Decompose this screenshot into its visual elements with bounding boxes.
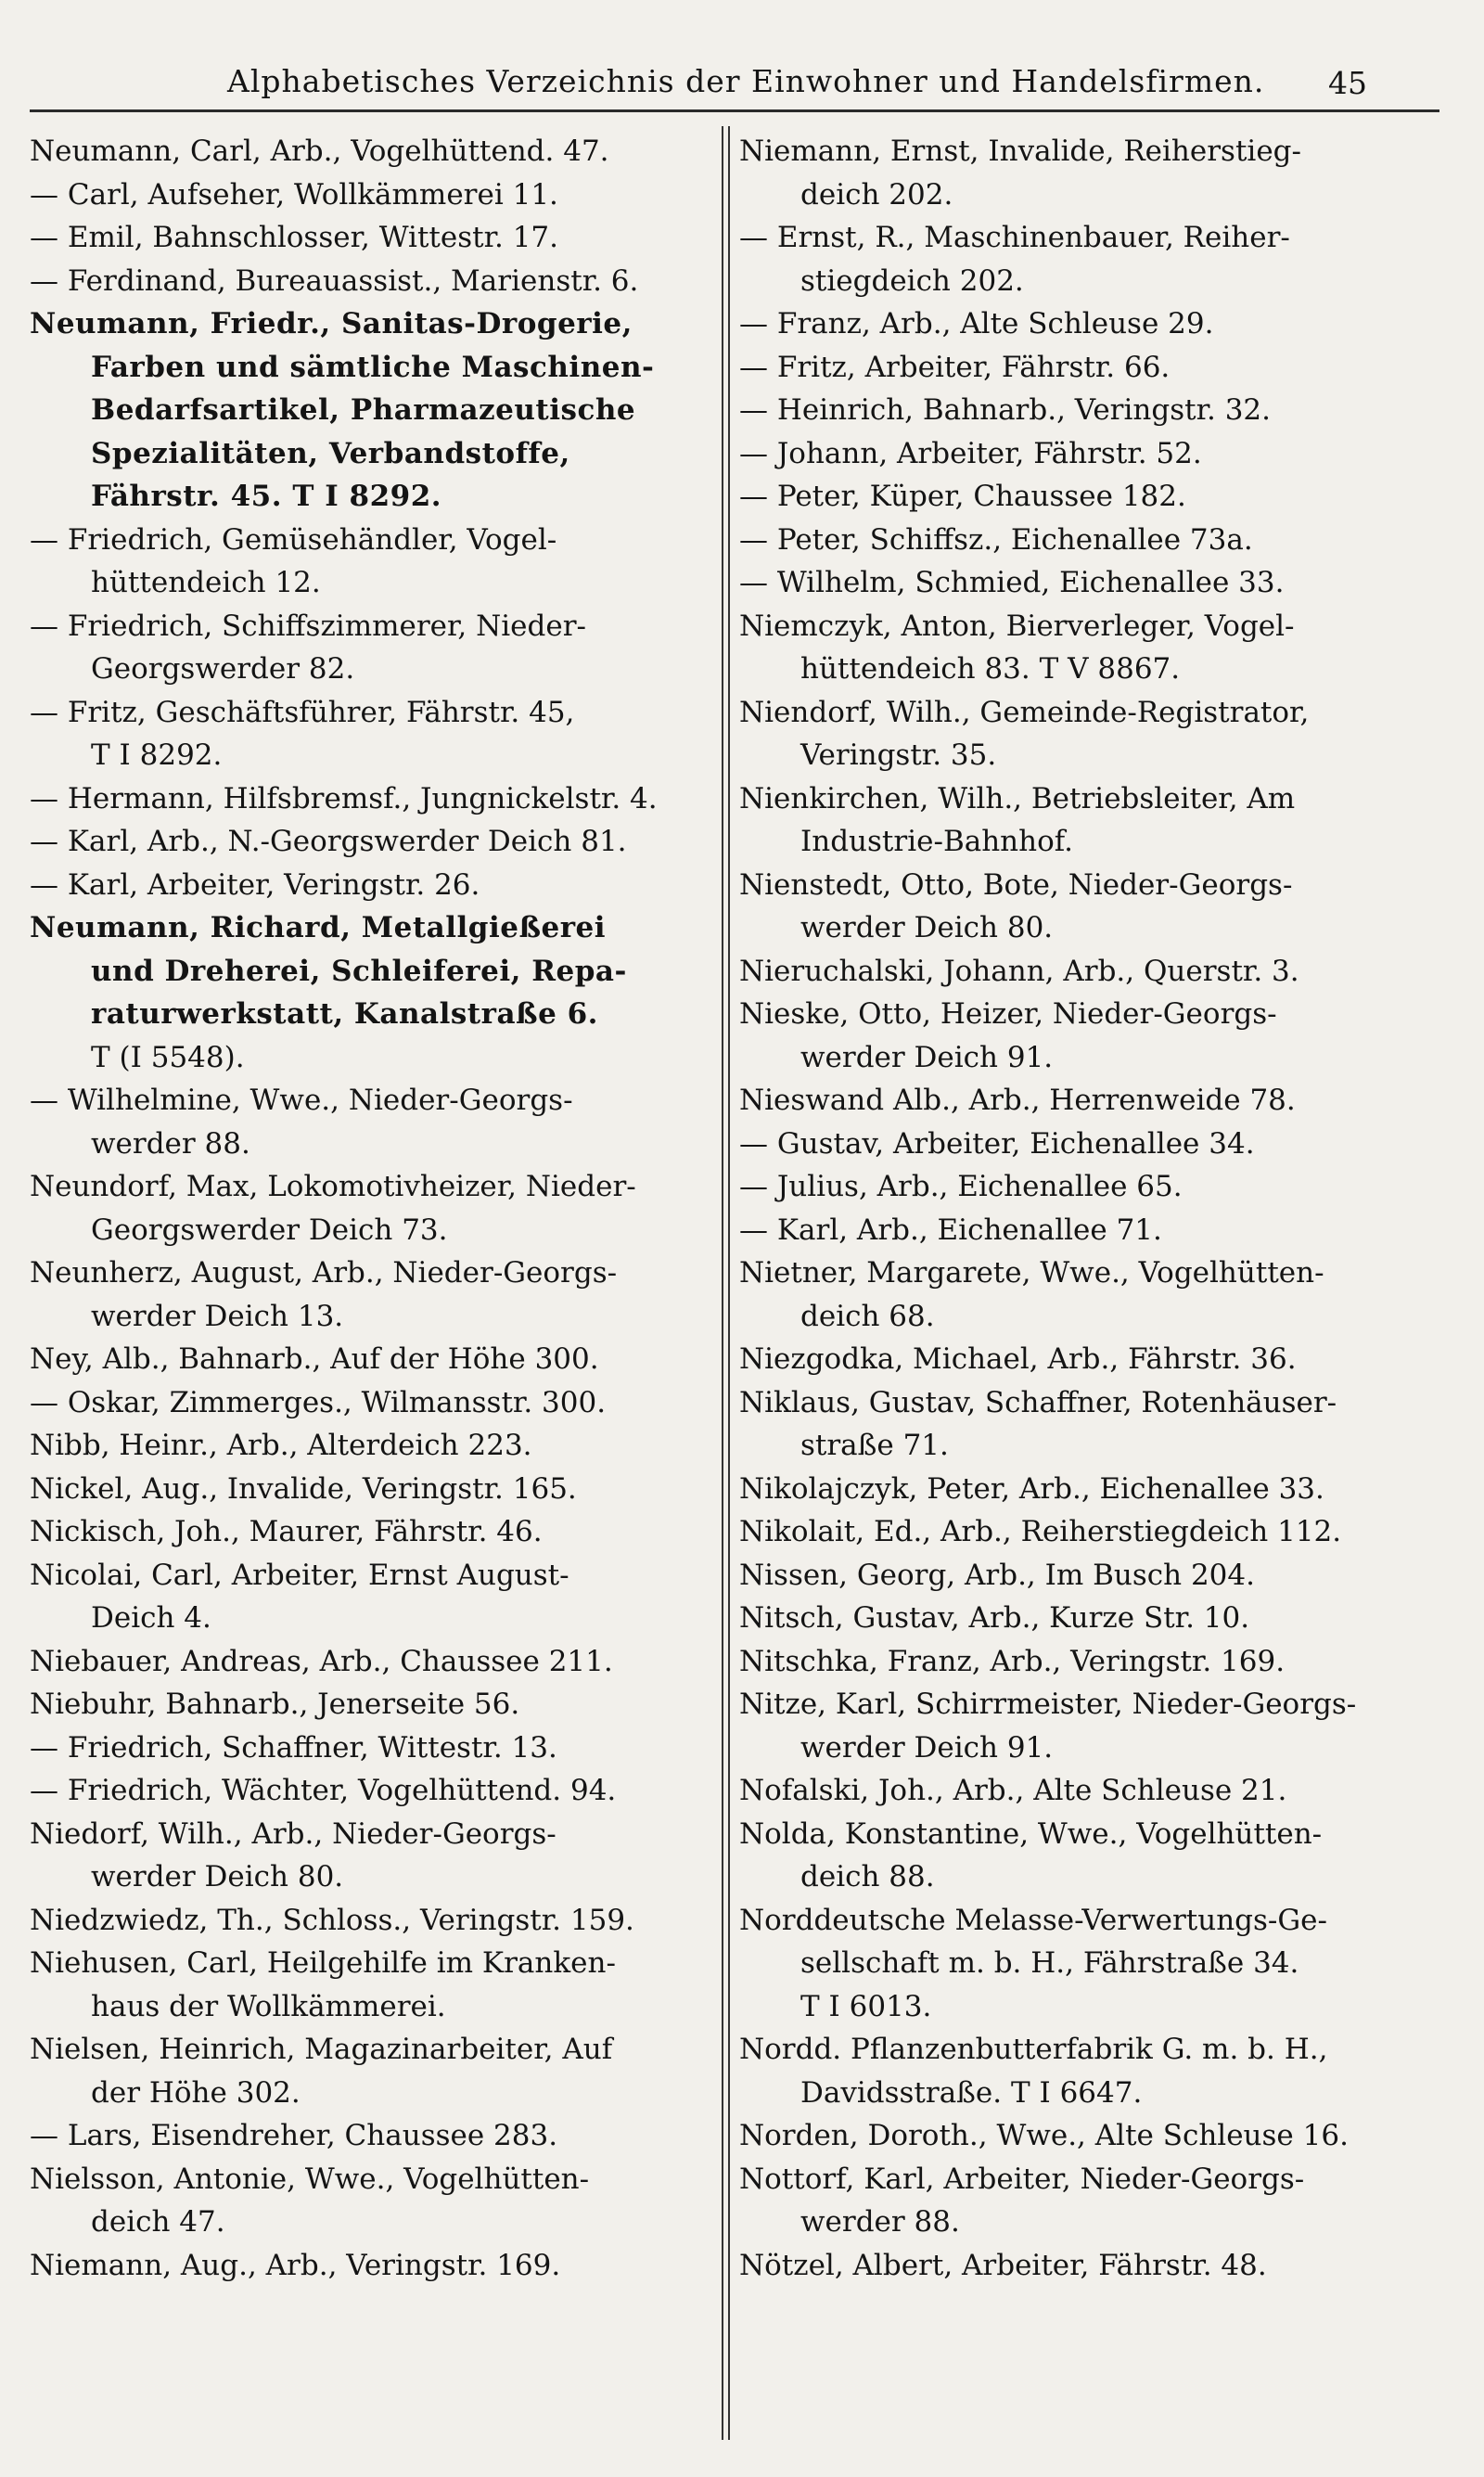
header-rule	[30, 109, 1439, 112]
directory-entry-line: hüttendeich 12.	[91, 566, 321, 599]
directory-entry-line: Nikolait, Ed., Arb., Reiherstiegdeich 112.	[739, 1515, 1342, 1548]
directory-entry-line: — Karl, Arb., N.-Georgswerder Deich 81.	[30, 825, 627, 858]
directory-entry-line: Niebauer, Andreas, Arb., Chaussee 211.	[30, 1644, 613, 1678]
advertisement-line: Spezialitäten, Verbandstoffe,	[91, 436, 570, 470]
directory-entry-line: Niemann, Ernst, Invalide, Reiherstieg-	[739, 135, 1301, 168]
column-divider	[728, 126, 730, 2440]
directory-entry-line: Nieswand Alb., Arb., Herrenweide 78.	[739, 1084, 1296, 1117]
directory-entry-line: Georgswerder Deich 73.	[91, 1213, 448, 1247]
directory-entry-line: Industrie-Bahnhof.	[800, 825, 1073, 858]
directory-entry-line: stiegdeich 202.	[800, 263, 1024, 298]
directory-entry-line: Niemann, Aug., Arb., Veringstr. 169.	[30, 2248, 561, 2282]
directory-entry-line: Georgswerder 82.	[91, 652, 355, 686]
directory-entry-line: Nikolajczyk, Peter, Arb., Eichenallee 33.	[739, 1471, 1324, 1506]
advertisement-line: Neumann, Friedr., Sanitas-Drogerie,	[30, 307, 633, 340]
directory-entry-line: werder Deich 91.	[800, 1040, 1054, 1074]
directory-entry-line: — Carl, Aufseher, Wollkämmerei 11.	[30, 177, 558, 212]
directory-entry-line: Niehusen, Carl, Heilgehilfe im Kranken-	[30, 1946, 616, 1980]
directory-entry-line: werder Deich 91.	[800, 1730, 1054, 1765]
advertisement-line: Farben und sämtliche Maschinen-	[91, 350, 655, 384]
directory-entry-line: — Fritz, Arbeiter, Fährstr. 66.	[739, 350, 1171, 384]
directory-entry-line: Niendorf, Wilh., Gemeinde-Registrator,	[739, 695, 1310, 729]
directory-entry-line: T I 8292.	[91, 738, 223, 772]
directory-entry-line: Nieske, Otto, Heizer, Nieder-Georgs-	[739, 997, 1277, 1031]
directory-entry-line: T (I 5548).	[91, 1040, 245, 1074]
directory-entry-line: deich 47.	[91, 2205, 225, 2239]
directory-entry-line: Nieruchalski, Johann, Arb., Querstr. 3.	[739, 954, 1299, 988]
column-divider	[722, 126, 723, 2440]
directory-entry-line: — Fritz, Geschäftsführer, Fährstr. 45,	[30, 695, 575, 729]
directory-entry-line: — Friedrich, Schaffner, Wittestr. 13.	[30, 1730, 557, 1765]
directory-entry-line: deich 88.	[800, 1860, 935, 1893]
directory-entry-line: Nielsen, Heinrich, Magazinarbeiter, Auf	[30, 2033, 613, 2066]
directory-entry-line: — Hermann, Hilfsbremsf., Jungnickelstr. 4.	[30, 781, 658, 815]
directory-entry-line: der Höhe 302.	[91, 2075, 301, 2110]
directory-entry-line: deich 68.	[800, 1299, 935, 1333]
directory-entry-line: Nienstedt, Otto, Bote, Nieder-Georgs-	[739, 867, 1293, 902]
advertisement-line: Fährstr. 45. T I 8292.	[91, 480, 442, 513]
directory-entry-line: Nienkirchen, Wilh., Betriebsleiter, Am	[739, 781, 1296, 815]
directory-entry-line: Nielsson, Antonie, Wwe., Vogelhütten-	[30, 2162, 590, 2196]
directory-entry-line: Nibb, Heinr., Arb., Alterdeich 223.	[30, 1429, 532, 1462]
directory-entry-line: — Wilhelmine, Wwe., Nieder-Georgs-	[30, 1084, 573, 1117]
directory-entry-line: — Emil, Bahnschlosser, Wittestr. 17.	[30, 221, 558, 254]
directory-entry-line: Nissen, Georg, Arb., Im Busch 204.	[739, 1558, 1255, 1592]
directory-entry-line: Nottorf, Karl, Arbeiter, Nieder-Georgs-	[739, 2162, 1305, 2196]
directory-entry-line: Neunherz, August, Arb., Nieder-Georgs-	[30, 1256, 618, 1290]
directory-entry-line: — Friedrich, Schiffszimmerer, Nieder-	[30, 609, 587, 643]
directory-entry-line: Niemczyk, Anton, Bierverleger, Vogel-	[739, 609, 1295, 643]
directory-entry-line: Niedzwiedz, Th., Schloss., Veringstr. 159.	[30, 1903, 634, 1937]
directory-entry-line: Nötzel, Albert, Arbeiter, Fährstr. 48.	[739, 2248, 1267, 2282]
directory-entry-line: Veringstr. 35.	[800, 738, 997, 772]
directory-entry-line: — Friedrich, Gemüsehändler, Vogel-	[30, 522, 557, 557]
directory-entry-line: Nietner, Margarete, Wwe., Vogelhütten-	[739, 1256, 1324, 1290]
directory-entry-line: Nicolai, Carl, Arbeiter, Ernst August-	[30, 1558, 569, 1592]
directory-entry-line: Nitschka, Franz, Arb., Veringstr. 169.	[739, 1644, 1286, 1678]
directory-entry-line: Niebuhr, Bahnarb., Jenerseite 56.	[30, 1688, 520, 1721]
directory-entry-line: — Franz, Arb., Alte Schleuse 29.	[739, 307, 1214, 340]
advertisement-line: Bedarfsartikel, Pharmazeutische	[91, 393, 636, 427]
directory-entry-line: Nolda, Konstantine, Wwe., Vogelhütten-	[739, 1816, 1323, 1851]
directory-entry-line: Nofalski, Joh., Arb., Alte Schleuse 21.	[739, 1774, 1287, 1807]
directory-entry-line: Nickel, Aug., Invalide, Veringstr. 165.	[30, 1471, 577, 1506]
page-number: 45	[1328, 65, 1367, 101]
directory-entry-line: — Lars, Eisendreher, Chaussee 283.	[30, 2119, 558, 2152]
directory-entry-line: — Ernst, R., Maschinenbauer, Reiher-	[739, 221, 1290, 254]
directory-entry-line: — Peter, Küper, Chaussee 182.	[739, 480, 1186, 513]
directory-entry-line: haus der Wollkämmerei.	[91, 1989, 446, 2023]
directory-entry-line: Niedorf, Wilh., Arb., Nieder-Georgs-	[30, 1816, 556, 1851]
page-header-title: Alphabetisches Verzeichnis der Einwohner und Handelsfirmen.	[227, 63, 1265, 99]
directory-entry-line: — Ferdinand, Bureauassist., Marienstr. 6.	[30, 263, 639, 298]
directory-entry-line: — Gustav, Arbeiter, Eichenallee 34.	[739, 1126, 1255, 1161]
directory-entry-line: — Johann, Arbeiter, Fährstr. 52.	[739, 436, 1202, 470]
directory-entry-line: — Karl, Arb., Eichenallee 71.	[739, 1213, 1162, 1247]
directory-entry-line: sellschaft m. b. H., Fährstraße 34.	[800, 1946, 1299, 1980]
directory-entry-line: Neundorf, Max, Lokomotivheizer, Nieder-	[30, 1170, 636, 1203]
directory-entry-line: deich 202.	[800, 177, 953, 212]
advertisement-line: raturwerkstatt, Kanalstraße 6.	[91, 997, 598, 1031]
directory-entry-line: Niklaus, Gustav, Schaffner, Rotenhäuser-	[739, 1385, 1337, 1419]
directory-entry-line: — Peter, Schiffsz., Eichenallee 73a.	[739, 522, 1253, 557]
directory-entry-line: werder 88.	[800, 2205, 960, 2239]
directory-entry-line: — Wilhelm, Schmied, Eichenallee 33.	[739, 566, 1285, 599]
directory-entry-line: — Karl, Arbeiter, Veringstr. 26.	[30, 867, 480, 902]
directory-entry-line: Nitsch, Gustav, Arb., Kurze Str. 10.	[739, 1601, 1250, 1635]
directory-entry-line: hüttendeich 83. T V 8867.	[800, 652, 1181, 686]
directory-entry-line: werder Deich 13.	[91, 1299, 344, 1333]
directory-entry-line: werder Deich 80.	[800, 911, 1054, 944]
directory-entry-line: Norden, Doroth., Wwe., Alte Schleuse 16.	[739, 2119, 1349, 2152]
directory-entry-line: Nitze, Karl, Schirrmeister, Nieder-Georgs-	[739, 1688, 1357, 1721]
directory-entry-line: Nickisch, Joh., Maurer, Fährstr. 46.	[30, 1515, 543, 1548]
directory-entry-line: — Julius, Arb., Eichenallee 65.	[739, 1170, 1183, 1203]
left-column	[30, 130, 711, 2287]
directory-entry-line: Nordd. Pflanzenbutterfabrik G. m. b. H.,	[739, 2033, 1328, 2066]
directory-entry-line: — Heinrich, Bahnarb., Veringstr. 32.	[739, 393, 1272, 427]
directory-entry-line: Davidsstraße. T I 6647.	[800, 2075, 1143, 2110]
directory-entry-line: — Friedrich, Wächter, Vogelhüttend. 94.	[30, 1774, 617, 1807]
directory-entry-line: Neumann, Carl, Arb., Vogelhüttend. 47.	[30, 135, 609, 168]
advertisement-line: und Dreherei, Schleiferei, Repa-	[91, 954, 627, 988]
directory-entry-line: Deich 4.	[91, 1601, 211, 1635]
directory-entry-line: werder Deich 80.	[91, 1860, 344, 1893]
directory-entry-line: Norddeutsche Melasse-Verwertungs-Ge-	[739, 1903, 1327, 1937]
directory-entry-line: T I 6013.	[800, 1989, 932, 2023]
directory-entry-line: Ney, Alb., Bahnarb., Auf der Höhe 300.	[30, 1342, 599, 1376]
directory-entry-line: werder 88.	[91, 1126, 250, 1161]
directory-entry-line: — Oskar, Zimmerges., Wilmansstr. 300.	[30, 1385, 607, 1419]
directory-entry-line: straße 71.	[800, 1429, 949, 1462]
advertisement-line: Neumann, Richard, Metallgießerei	[30, 911, 607, 944]
directory-entry-line: Niezgodka, Michael, Arb., Fährstr. 36.	[739, 1342, 1297, 1376]
right-column	[739, 130, 1442, 2287]
